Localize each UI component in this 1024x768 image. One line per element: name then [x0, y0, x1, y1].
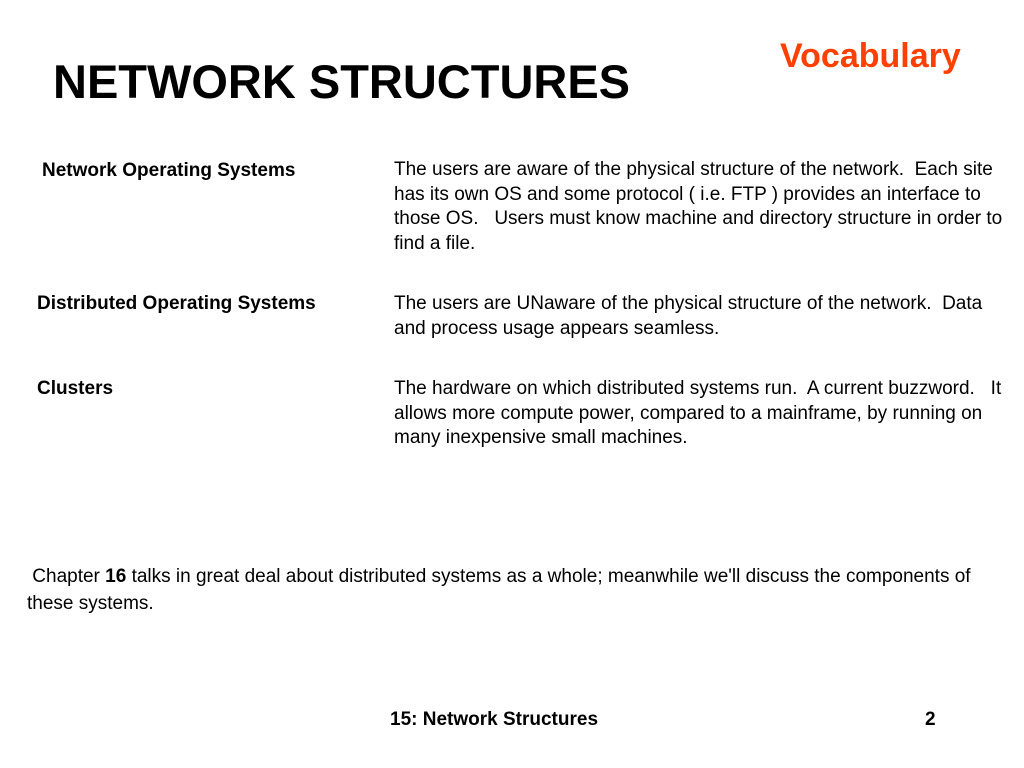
section-tag: Vocabulary — [780, 37, 961, 75]
vocab-definition-distributed-os: The users are UNaware of the physical structure of the network. Data and process usage appears seamless. — [394, 293, 988, 339]
slide-title: NETWORK STRUCTURES — [53, 55, 631, 108]
footer-title: 15: Network Structures — [390, 709, 599, 730]
vocab-term-clusters: Clusters — [37, 378, 114, 399]
chapter-number: 16 — [105, 566, 127, 587]
vocab-definition-clusters: The hardware on which distributed systems run. A current buzzword. It allows more compute power, compared to a mainframe, by running on many inexpensive small machines. — [394, 378, 1007, 448]
vocab-term-distributed-os: Distributed Operating Systems — [37, 293, 316, 314]
page-number: 2 — [925, 709, 936, 730]
vocab-definition-network-os: The users are aware of the physical structure of the network. Each site has its own OS and some protocol ( i.e. FTP ) provides an interface to those OS. Users must know machine and directory structure in order to find a file. — [394, 159, 1008, 254]
note-prefix: Chapter — [27, 566, 106, 587]
chapter-note — [27, 563, 987, 617]
vocab-term-network-os: Network Operating Systems — [42, 160, 296, 181]
note-suffix: talks in great deal about distributed systems as a whole; meanwhile we'll discuss the components of these systems. — [27, 566, 976, 614]
